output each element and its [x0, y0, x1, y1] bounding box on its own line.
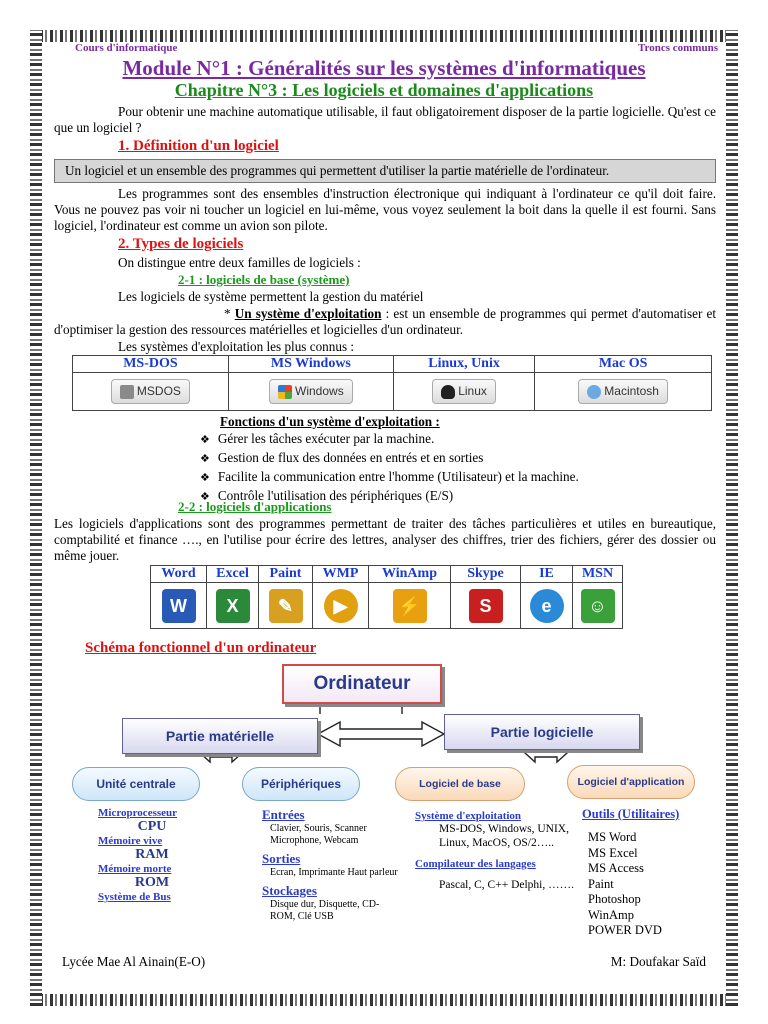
link-compilers: Compilateur des langages: [415, 858, 536, 870]
subsection-2-2-text: Les logiciels d'applications sont des programmes permettant de traiter des tâches particulières et utiles en bureautique, comptabilité et finance …., en l'utilise pour écrire des lettres, analyser des chiffres, trier des fichiers, gérer des dossier ou même jouer.: [54, 516, 716, 563]
linux-logo: Linux: [432, 379, 496, 404]
list-item: POWER DVD: [588, 923, 662, 937]
central-unit-node: Unité centrale: [72, 767, 200, 801]
winamp-icon: ⚡: [393, 589, 427, 623]
footer-school: Lycée Mae Al Ainain(E-O): [62, 954, 206, 969]
base-software-column: [415, 810, 575, 892]
subsection-2-1-heading: 2-1 : logiciels de base (système): [178, 272, 350, 287]
list-item: MS Excel: [588, 845, 638, 860]
link-inputs: Entrées: [262, 807, 305, 822]
central-unit-column: [98, 807, 206, 903]
os-logo-cell: [393, 373, 534, 411]
paint-icon: ✎: [269, 589, 303, 623]
app-header: Skype: [451, 566, 521, 583]
skype-icon: S: [469, 589, 503, 623]
subsection-2-1-text: Les logiciels de système permettent la gestion du matériel: [118, 289, 424, 304]
section-2-heading: 2. Types de logiciels: [118, 236, 244, 252]
list-item: ❖ Gérer les tâches exécuter par la machine.: [200, 430, 579, 449]
app-header: MSN: [573, 566, 623, 583]
app-header: Paint: [259, 566, 313, 583]
peripherals-node: Périphériques: [242, 767, 360, 801]
windows-logo: Windows: [269, 379, 353, 404]
wmp-icon: ▶: [324, 589, 358, 623]
header-course: Cours d'informatique: [75, 42, 178, 54]
ie-icon: e: [530, 589, 564, 623]
ram-label: RAM: [135, 847, 169, 862]
section-1-text: Les programmes sont des ensembles d'instruction électronique qui indiquant à l'ordinateur ce qu'il doit faire. Vous ne pouvez pas voir ni toucher un logiciel en lui-même, vous voyez seulement la boit dans la quelle il est fourni. Sans logiciel, l'ordinateur est comme un avion son pilote.: [54, 186, 716, 233]
computer-node: Ordinateur: [282, 664, 442, 704]
header-level: Troncs communs: [638, 42, 718, 54]
os-header: MS Windows: [228, 356, 393, 373]
app-header: IE: [521, 566, 573, 583]
footer-teacher: M: Doufakar Saïd: [610, 954, 706, 969]
msdos-logo: MSDOS: [111, 379, 190, 404]
rom-label: ROM: [134, 875, 170, 890]
word-icon: W: [162, 589, 196, 623]
link-bus: Système de Bus: [98, 891, 171, 903]
os-logo-cell: [535, 373, 712, 411]
list-item: ❖ Gestion de flux des données en entrés et en sorties: [200, 449, 579, 468]
link-rom: Mémoire morte: [98, 863, 172, 875]
os-definition-term: Un système d'exploitation: [234, 306, 382, 321]
schema-title: Schéma fonctionnel d'un ordinateur: [85, 640, 317, 656]
link-ram: Mémoire vive: [98, 835, 163, 847]
msdos-icon: [120, 385, 134, 399]
tools-list: [582, 830, 712, 939]
app-software-column: [582, 807, 712, 939]
inputs-list: Clavier, Souris, Scanner Microphone, Webcam: [270, 823, 367, 846]
page-footer: [62, 954, 706, 970]
os-list: MS-DOS, Windows, UNIX, Linux, MacOS, OS/2…..: [439, 823, 569, 849]
os-functions-list: [200, 430, 579, 506]
list-item: Photoshop: [588, 892, 641, 906]
os-header: Mac OS: [535, 356, 712, 373]
app-software-node: Logiciel d'application: [567, 765, 695, 799]
list-item: MS Access: [588, 861, 644, 875]
link-tools: Outils (Utilitaires): [582, 807, 680, 821]
storage-list: Disque dur, Disquette, CD-ROM, Clé USB: [270, 899, 380, 922]
apple-icon: [587, 385, 601, 399]
intro-paragraph: Pour obtenir une machine automatique utilisable, il faut obligatoirement disposer de la partie logicielle. Qu'est ce que un logiciel ?: [54, 104, 716, 135]
module-title: Module N°1 : Généralités sur les systèmes d'informatiques: [122, 56, 646, 80]
subsection-2-2-heading: 2-2 : logiciels d'applications: [178, 499, 332, 514]
os-definition: * Un système d'exploitation : est un ensemble de programmes qui permet d'automatiser et d'optimiser la gestion des ressources matérielles et logicielles d'un ordinateur.: [54, 306, 717, 337]
chapter-title: Chapitre N°3 : Les logiciels et domaines d'applications: [174, 80, 594, 100]
app-header: Excel: [207, 566, 259, 583]
macintosh-logo: Macintosh: [578, 379, 668, 404]
list-item: ❖ Contrôle l'utilisation des périphériques (E/S): [200, 487, 579, 506]
link-microprocessor: Microprocesseur: [98, 807, 178, 819]
section-2-intro: On distingue entre deux familles de logiciels :: [118, 255, 361, 270]
os-header: Linux, Unix: [393, 356, 534, 373]
hardware-node: Partie matérielle: [122, 718, 318, 754]
tux-icon: [441, 385, 455, 399]
base-software-node: Logiciel de base: [395, 767, 525, 801]
software-node: Partie logicielle: [444, 714, 640, 750]
excel-icon: X: [216, 589, 250, 623]
link-outputs: Sorties: [262, 851, 301, 866]
os-table: [72, 355, 712, 411]
list-item: MS Word: [588, 830, 637, 844]
link-storage: Stockages: [262, 883, 317, 898]
document-page: [50, 42, 718, 1002]
list-item: ❖ Facilite la communication entre l'homme (Utilisateur) et la machine.: [200, 468, 579, 487]
link-os: Système d'exploitation: [415, 810, 522, 822]
msn-icon: ☺: [581, 589, 615, 623]
os-logo-cell: [228, 373, 393, 411]
definition-box: Un logiciel et un ensemble des programmes qui permettent d'utiliser la partie matérielle de l'ordinateur.: [54, 159, 716, 183]
outputs-list: Ecran, Imprimante Haut parleur: [270, 867, 398, 878]
app-header: WMP: [313, 566, 369, 583]
os-logo-cell: [73, 373, 229, 411]
os-functions-title: Fonctions d'un système d'exploitation :: [220, 414, 440, 429]
apps-table: [150, 565, 623, 629]
compilers-list: Pascal, C, C++ Delphi, …….: [439, 879, 574, 891]
section-1-heading: 1. Définition d'un logiciel: [118, 138, 279, 154]
windows-icon: [278, 385, 292, 399]
list-item: WinAmp: [588, 907, 635, 922]
os-known-intro: Les systèmes d'exploitation les plus connus :: [118, 339, 355, 354]
cpu-label: CPU: [137, 819, 167, 834]
peripherals-column: [262, 807, 402, 923]
app-header: WinAmp: [369, 566, 451, 583]
list-item: Paint: [588, 876, 614, 891]
app-header: Word: [151, 566, 207, 583]
os-header: MS-DOS: [73, 356, 229, 373]
